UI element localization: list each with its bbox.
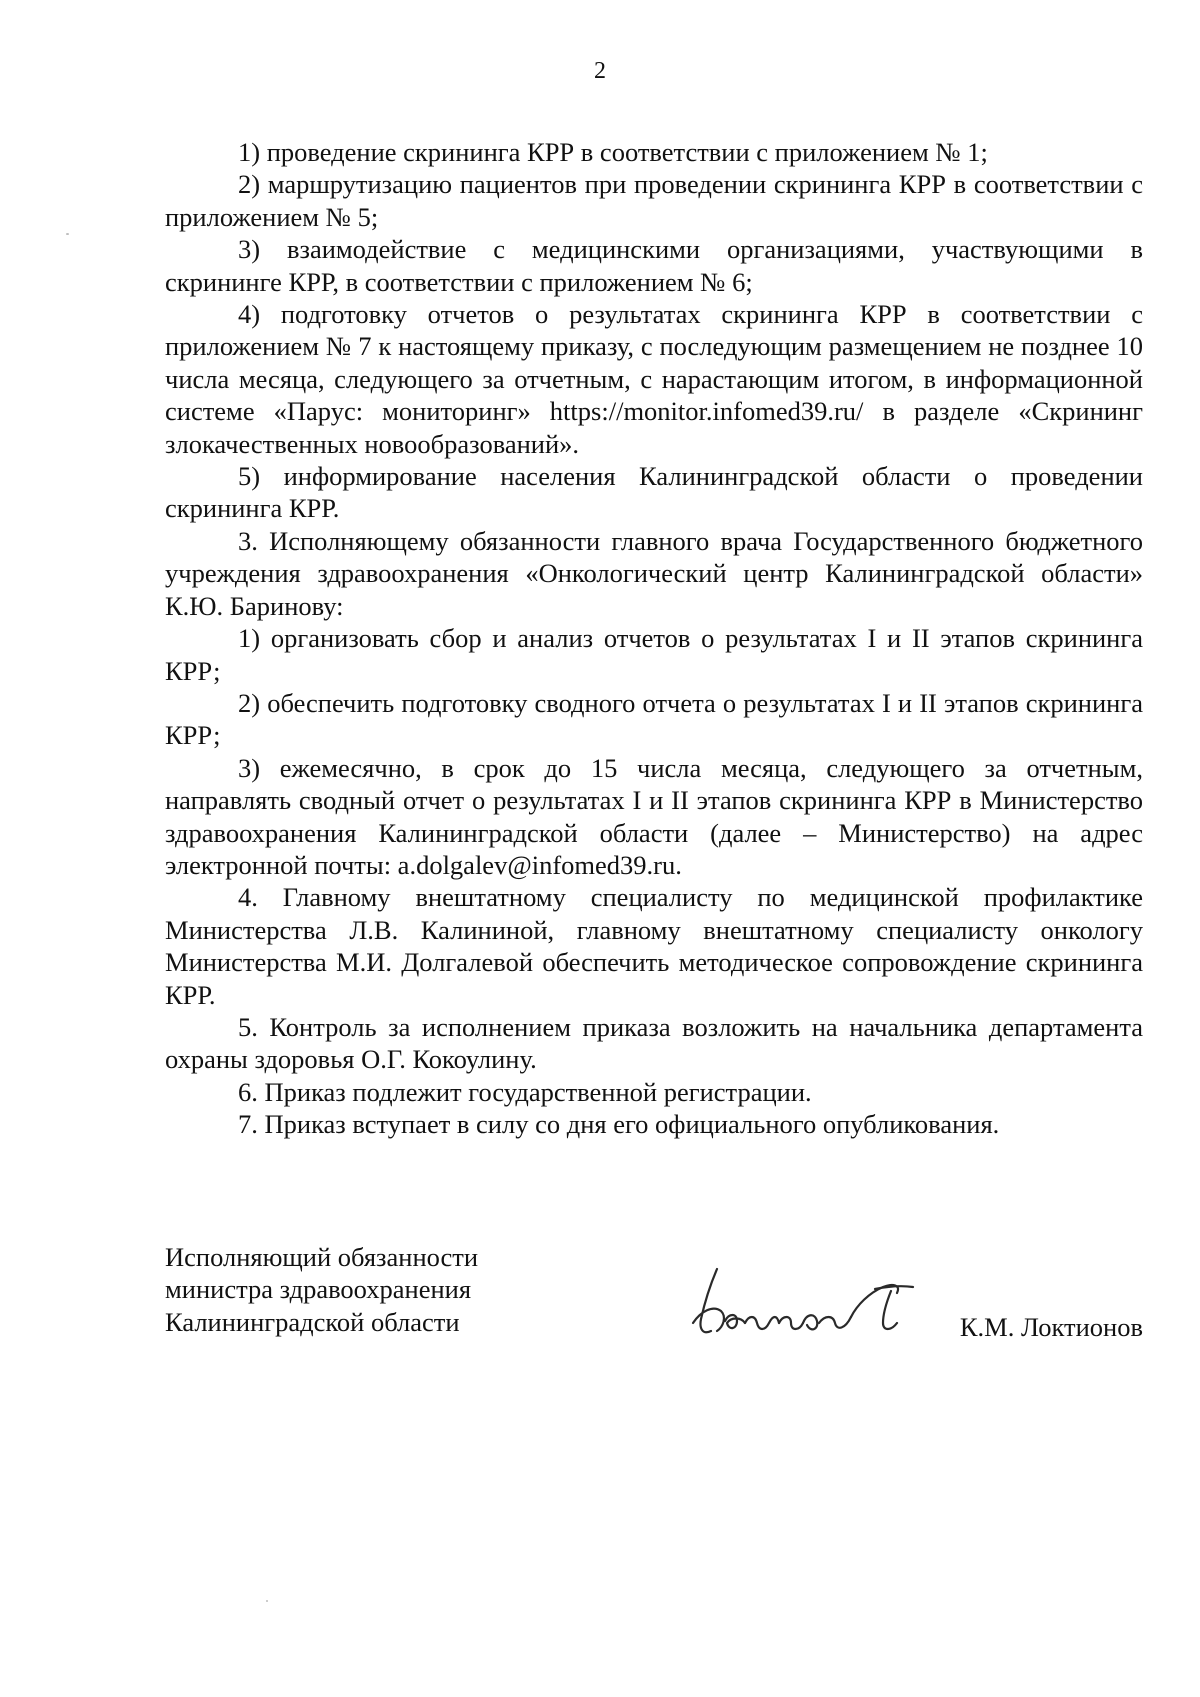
paragraph-clause-3-item-2: 2) обеспечить подготовку сводного отчета о результатах I и II этапов скрининга КРР;: [165, 687, 1143, 751]
page-number: 2: [594, 58, 606, 84]
signature-block: [165, 1241, 1143, 1351]
scan-speck: [266, 1600, 268, 1602]
paragraph-clause-5: 5. Контроль за исполнением приказа возложить на начальника департамента охраны здоровья О.Г. Кокоулину.: [165, 1011, 1143, 1075]
signer-title-line-3: Калининградской области: [165, 1306, 460, 1337]
paragraph-item-1: 1) проведение скрининга КРР в соответствии с приложением № 1;: [238, 137, 988, 167]
signer-title: [165, 1241, 478, 1338]
signer-title-line-2: министра здравоохранения: [165, 1274, 472, 1305]
signer-name: К.М. Локтионов: [959, 1312, 1143, 1342]
paragraph-clause-6: 6. Приказ подлежит государственной регистрации.: [238, 1076, 812, 1107]
paragraph-clause-4: 4. Главному внештатному специалисту по медицинской профилактике Министерства Л.В. Калининой, главному внештатному специалисту онкологу Министерства М.И. Долгалевой обеспечить методическое сопровождение скрининга КРР.: [165, 882, 1143, 1010]
scan-speck: [66, 233, 69, 235]
paragraph-item-5: 5) информирование населения Калининградской области о проведении скрининга КРР.: [165, 461, 1143, 524]
handwritten-signature: [687, 1261, 932, 1351]
paragraph-clause-7: 7. Приказ вступает в силу со дня его официального опубликования.: [238, 1109, 1000, 1140]
paragraph-clause-3-item-3: 3) ежемесячно, в срок до 15 числа месяца, следующего за отчетным, направлять сводный отчет о результатах I и II этапов скрининга КРР в Министерство здравоохранения Калининградской области (далее – Министерство) на адрес электронной почты: a.dolgalev@infomed39.ru.: [165, 752, 1143, 880]
paragraph-item-3: 3) взаимодействие с медицинскими организациями, участвующими в скрининге КРР, в соответствии с приложением № 6;: [165, 234, 1143, 297]
paragraph-clause-3-item-1: 1) организовать сбор и анализ отчетов о результатах I и II этапов скрининга КРР;: [165, 623, 1143, 686]
document-body: [165, 136, 1143, 1141]
paragraph-item-4: 4) подготовку отчетов о результатах скрининга КРР в соответствии с приложением № 7 к настоящему приказу, с последующим размещением не позднее 10 числа месяца, следующего за отчетным, с нарастающим итогом, в информационной системе «Парус: мониторинг» https://monitor.infomed39.ru/ в разделе «Скрининг злокачественных новообразований».: [165, 299, 1143, 459]
paragraph-item-2: 2) маршрутизацию пациентов при проведении скрининга КРР в соответствии с приложением № 5;: [165, 169, 1143, 232]
paragraph-clause-3: 3. Исполняющему обязанности главного врача Государственного бюджетного учреждения здравоохранения «Онкологический центр Калининградской области» К.Ю. Баринову:: [165, 525, 1143, 621]
signer-title-line-1: Исполняющий обязанности: [165, 1242, 479, 1272]
